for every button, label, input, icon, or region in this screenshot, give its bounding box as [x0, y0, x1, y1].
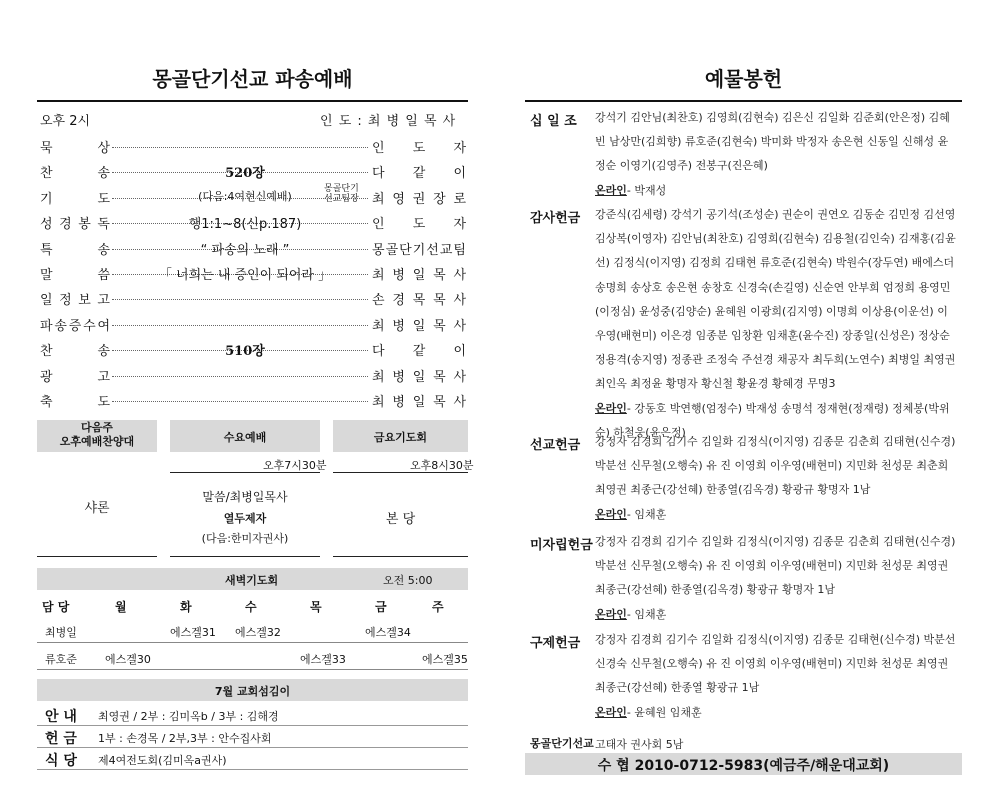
label-char: 송	[97, 242, 110, 258]
service-item-person	[372, 340, 466, 359]
dawn-day-header: 목	[310, 600, 322, 614]
service-item-person	[372, 315, 466, 334]
person-char: 이	[453, 344, 466, 360]
person-char: 기	[412, 242, 426, 258]
online-label: 온라인	[595, 607, 627, 621]
label-char: 송	[54, 318, 67, 334]
offering-names	[595, 628, 957, 725]
servant-row-line	[37, 725, 468, 726]
dawn-cell: 최병일	[45, 626, 77, 639]
service-leader: 인 도 : 최 병 일 목 사	[320, 114, 457, 129]
offering-category: 몽골단기선교	[530, 737, 594, 750]
service-item-person	[372, 188, 466, 207]
label-char: 성	[40, 217, 53, 233]
person-char: 로	[453, 191, 466, 207]
service-item-label	[40, 340, 110, 359]
service-item-label	[40, 188, 110, 207]
offering-category: 미자립헌금	[530, 538, 593, 553]
wed-time-line	[170, 472, 320, 473]
offering-category: 십 일 조	[530, 114, 577, 129]
person-char: 권	[412, 191, 426, 207]
wed-service-title: 수요예배	[223, 431, 267, 444]
right-title: 예물봉헌	[704, 67, 783, 91]
service-item-person	[372, 162, 466, 181]
offering-donors: 강정자 김경희 김기수 김일화 김정식(이지영) 김종문 김춘희 김태현(신수경) 박분선 신무철(오행숙) 유 진 이영희 이우영(배현미) 지민화 천성문 최춘희 최영권 최종근(강선혜) 한종열(김옥경) 황광규 황명자 1남	[595, 435, 956, 497]
online-donors: - 윤혜원 임채훈	[626, 705, 702, 719]
offering-donors: 고태자 권사회 5남	[595, 738, 684, 751]
service-item-label	[40, 162, 110, 181]
person-char: 최	[372, 369, 385, 385]
service-item-person	[372, 239, 466, 258]
dawn-cell: 에스겔30	[105, 653, 151, 666]
offering-donors: 강준식(김세령) 강석기 공기석(조성순) 권순이 권연오 김동순 김민정 김선영 김상복(이영자) 김안님(최찬호) 김영희(김현숙) 김용철(김인숙) 김재홍(김윤선) 김정식(이지영) 김정희 김태현 류호준(김현숙) 박원수(장두연) 배에스더 송명희 송상호 송은현 송창호 신경숙(손길영) 신순연 안부희 엄정희 용영민(이정심) 윤성중(김양순) 윤혜원 이광희(김지영) 이명희 이상용(이운선) 이우영(배현미) 이은경 임종분 임창환 임채훈(윤수진) 장종일(신성은) 정상순 정용격(송지영) 정종관 조정숙 주선경 채공자 최두희(노연수) 최병일 최영권 최인옥 최정윤 황명자 황신철 황윤경 황혜경 무명3	[595, 208, 956, 391]
service-item-person	[372, 264, 466, 283]
person-char: 목	[433, 369, 446, 385]
online-donors: - 강동호 박연행(엄정수) 박재성 송명석 정재현(정재령) 정체봉(박위순) 하철웅(윤은정)	[595, 401, 950, 439]
person-char: 경	[392, 293, 405, 309]
service-item-label	[40, 315, 110, 334]
service-item-detail: “ 파송의 노래 ”	[200, 242, 290, 258]
right-title-underline	[525, 100, 962, 102]
offering-names	[595, 530, 957, 627]
person-char: 최	[372, 191, 385, 207]
person-char: 몽	[372, 242, 385, 258]
online-label: 온라인	[595, 401, 627, 415]
offering-category: 구제헌금	[530, 636, 581, 651]
service-item-detail: 「 너희는 내 증인이 되어라 」	[158, 268, 332, 283]
label-char: 찬	[40, 344, 53, 360]
leader-dots	[112, 401, 368, 402]
label-char: 도	[97, 395, 110, 410]
offering-donors: 강정자 김경희 김기수 김일화 김정식(이지영) 김종문 김춘희 김태현(신수경) 박분선 신무철(오행숙) 유 진 이영희 이우영(배현미) 지민화 천성문 최영권 최종근(강선혜) 한종열(김옥경) 황광규 황명자 1남	[595, 535, 956, 597]
wed-time: 오후7시30분	[263, 459, 327, 472]
dawn-row-line	[37, 642, 468, 643]
person-char: 사	[453, 293, 466, 309]
servant-role: 헌 금	[45, 731, 77, 747]
dawn-day-header: 주	[432, 600, 444, 614]
label-char: 일	[40, 293, 53, 309]
box-bottom-2	[170, 556, 320, 557]
dawn-cell: 에스겔34	[365, 626, 411, 639]
wed-text: 열두제자	[223, 512, 267, 525]
service-item-detail: 510장	[225, 344, 265, 360]
person-char: 최	[372, 268, 385, 283]
dawn-day-header: 담 당	[42, 600, 70, 614]
person-char: 병	[392, 369, 405, 385]
label-char: 송	[97, 166, 110, 182]
person-char: 자	[453, 141, 466, 156]
person-char: 같	[412, 344, 426, 360]
person-char: 도	[412, 141, 426, 156]
person-char: 병	[392, 268, 405, 283]
service-item-detail: (다음:4여현신예배)	[198, 189, 292, 203]
box-bottom-3	[333, 556, 468, 557]
bank-account: 수 협 2010-0712-5983(예금주/해운대교회)	[597, 758, 890, 774]
service-item-label	[40, 137, 110, 156]
dawn-cell: 에스겔33	[300, 653, 346, 666]
dawn-cell: 에스겔35	[422, 653, 468, 666]
dawn-day-header: 금	[375, 600, 387, 614]
fri-time: 오후8시30분	[410, 459, 474, 472]
offering-category: 감사헌금	[530, 211, 581, 226]
service-item-person	[372, 366, 466, 385]
july-servants-title: 7월 교회섬김이	[214, 685, 291, 698]
dawn-day-header: 월	[115, 600, 127, 614]
service-item-label	[40, 391, 110, 410]
online-label: 온라인	[595, 705, 627, 719]
person-char: 사	[453, 318, 466, 334]
servant-role: 안 내	[45, 709, 77, 725]
leader-dots	[112, 325, 368, 326]
label-char: 기	[40, 191, 53, 207]
person-char: 일	[412, 318, 426, 334]
label-char: 여	[97, 318, 110, 334]
leader-dots	[112, 147, 368, 148]
fri-leader: 본 당	[385, 512, 416, 527]
dawn-cell: 에스겔31	[170, 626, 216, 639]
person-char: 이	[453, 166, 466, 182]
person-char: 목	[433, 268, 446, 283]
person-char: 사	[453, 395, 466, 410]
label-char: 고	[97, 369, 110, 385]
person-char: 단	[399, 242, 412, 258]
person-char: 일	[412, 395, 426, 410]
person-char: 일	[412, 268, 426, 283]
service-item-person	[372, 137, 466, 156]
offering-donors: 강석기 김안님(최찬호) 김영희(김현숙) 김은신 김일화 김준회(안은정) 김혜빈 남상만(김희향) 류호준(김현숙) 박미화 박정자 송은현 신동일 신해성 윤정순 이영기(김영주) 전봉구(진은혜)	[595, 111, 950, 173]
person-char: 영	[392, 191, 405, 207]
dawn-day-header: 수	[245, 600, 257, 614]
title-underline	[37, 100, 468, 102]
person-char: 다	[372, 166, 385, 182]
label-char: 보	[78, 293, 91, 309]
label-char: 말	[40, 268, 53, 283]
person-char: 팀	[453, 242, 466, 258]
label-char: 상	[97, 141, 110, 156]
fri-time-line	[333, 472, 468, 473]
leader-dots	[112, 376, 368, 377]
wed-sermon: 말씀/최병일목사	[202, 490, 288, 504]
dawn-cell: 류호준	[45, 653, 77, 666]
label-char: 찬	[40, 166, 53, 182]
servant-names: 제4여전도회(김미옥a권사)	[98, 754, 227, 767]
person-char: 같	[412, 166, 426, 182]
offering-names	[595, 106, 957, 203]
service-item-detail: 520장	[225, 166, 265, 182]
person-char: 다	[372, 344, 385, 360]
label-char: 수	[83, 318, 96, 334]
label-char: 도	[97, 191, 110, 207]
person-char: 목	[433, 293, 446, 309]
person-char: 손	[372, 293, 385, 309]
dawn-row-line	[37, 669, 468, 670]
person-char: 선	[426, 242, 439, 258]
service-time: 오후 2시	[40, 114, 91, 129]
offering-names	[595, 430, 957, 527]
person-char: 도	[412, 217, 426, 233]
person-char: 최	[372, 318, 385, 334]
servant-names: 1부 : 손경목 / 2부,3부 : 안수집사회	[98, 732, 272, 745]
person-char: 인	[372, 141, 385, 156]
service-item-person	[372, 213, 466, 232]
label-char: 경	[59, 217, 72, 233]
person-char: 병	[392, 318, 405, 334]
label-char: 광	[40, 369, 53, 385]
label-char: 씀	[97, 268, 110, 283]
servant-row-line	[37, 747, 468, 748]
service-item-label	[40, 264, 110, 283]
service-item-person	[372, 289, 466, 308]
service-item-label	[40, 213, 110, 232]
person-char: 사	[453, 369, 466, 385]
person-char: 일	[412, 369, 426, 385]
service-item-note: 몽골단기 선교팀장	[324, 183, 359, 204]
offering-category: 선교헌금	[530, 438, 581, 453]
label-char: 정	[59, 293, 72, 309]
person-char: 골	[385, 242, 399, 258]
person-char: 최	[372, 395, 385, 410]
service-item-label	[40, 289, 110, 308]
person-char: 자	[453, 217, 466, 233]
service-item-person	[372, 391, 466, 410]
label-char: 묵	[40, 141, 53, 156]
label-char: 독	[97, 217, 110, 233]
dawn-prayer-title: 새벽기도회	[225, 574, 279, 587]
person-char: 병	[392, 395, 405, 410]
label-char: 송	[97, 344, 110, 360]
servant-row-line	[37, 769, 468, 770]
online-donors: - 임채훈	[626, 607, 667, 621]
person-char: 교	[439, 242, 453, 258]
person-char: 목	[433, 318, 446, 334]
person-char: 인	[372, 217, 385, 233]
label-char: 봉	[78, 217, 91, 233]
next-week-choir: 다음주 오후예배찬양대	[59, 421, 135, 448]
person-char: 목	[412, 293, 426, 309]
dawn-day-header: 화	[180, 600, 192, 614]
dawn-prayer-time: 오전 5:00	[383, 574, 433, 587]
label-char: 고	[97, 293, 110, 309]
left-title: 몽골단기선교 파송예배	[152, 67, 353, 91]
offering-names	[595, 203, 957, 445]
service-item-label	[40, 366, 110, 385]
service-item-label	[40, 239, 110, 258]
wed-next: (다음:한미자권사)	[201, 532, 289, 545]
choir-name: 샤론	[84, 501, 110, 516]
online-label: 온라인	[595, 507, 627, 521]
offering-donors: 강정자 김경희 김기수 김일화 김정식(이지영) 김종문 김태현(신수경) 박분선 신경숙 신무철(오행숙) 유 진 이영희 이우영(배현미) 지민화 천성문 최영권 최종근(강선혜) 한종열 황광규 1남	[595, 633, 956, 695]
fri-prayer-title: 금요기도회	[373, 431, 428, 444]
online-donors: - 박재성	[626, 183, 667, 197]
servant-role: 식 당	[45, 753, 77, 769]
dawn-cell: 에스겔32	[235, 626, 281, 639]
person-char: 사	[453, 268, 466, 283]
box-bottom-1	[37, 556, 157, 557]
label-char: 축	[40, 395, 53, 410]
servant-names: 최영권 / 2부 : 김미옥b / 3부 : 김해경	[98, 710, 279, 723]
leader-dots	[112, 299, 368, 300]
online-donors: - 임채훈	[626, 507, 667, 521]
person-char: 장	[433, 191, 446, 207]
label-char: 파	[40, 318, 53, 334]
label-char: 증	[68, 318, 82, 334]
label-char: 특	[40, 242, 53, 258]
person-char: 목	[433, 395, 446, 410]
service-item-detail: 행1:1~8(신p.187)	[188, 217, 302, 233]
online-label: 온라인	[595, 183, 627, 197]
